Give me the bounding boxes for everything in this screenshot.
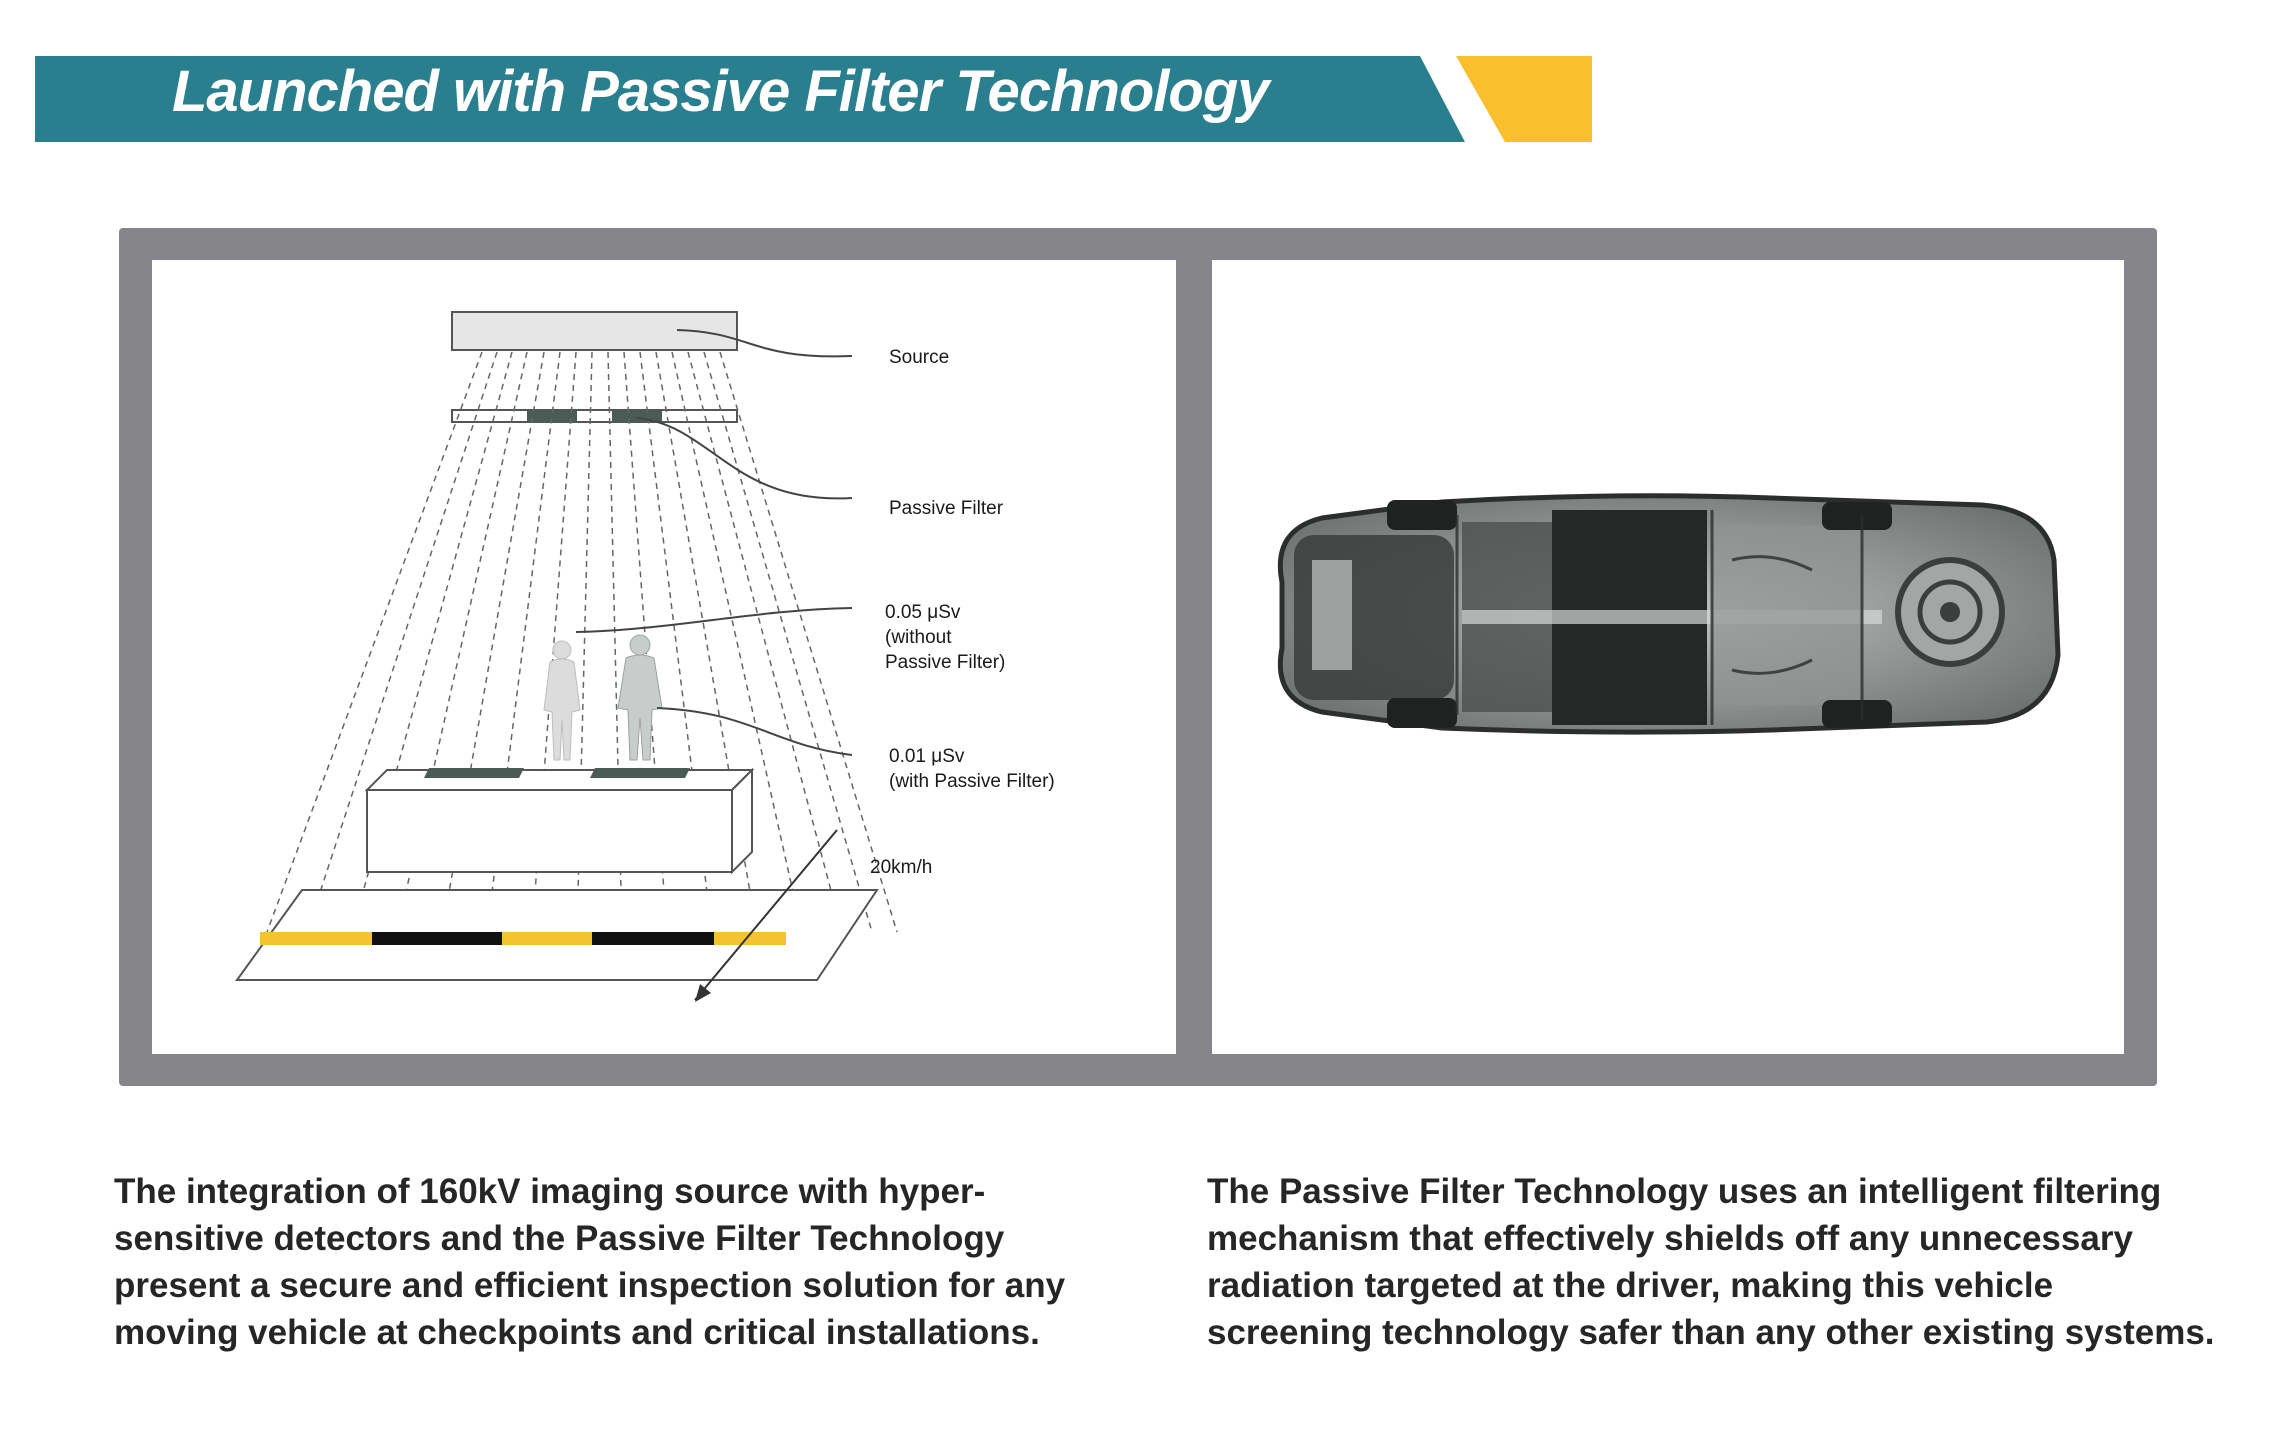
wheel-front-left	[1387, 500, 1457, 530]
rear-section	[1712, 525, 1862, 705]
passive-filter-diagram	[152, 260, 1176, 1054]
person-figure-without-filter	[544, 641, 580, 760]
black-stripe-2	[592, 932, 714, 945]
person-figure-with-filter	[618, 635, 662, 760]
label-dose-with-filter: 0.01 μSv (with Passive Filter)	[889, 746, 1055, 792]
label-speed: 20km/h	[870, 857, 933, 878]
car-xray-panel	[1212, 260, 2124, 1054]
page-title: Launched with Passive Filter Technology	[172, 59, 1269, 124]
banner-yellow-accent	[1456, 56, 1592, 142]
black-stripe-1	[372, 932, 502, 945]
yellow-stripe-1	[260, 932, 372, 945]
wheel-rear-left	[1822, 502, 1892, 530]
caption-left: The integration of 160kV imaging source with hyper-sensitive detectors and the Passive Filter Technology present a secure and efficient inspection solution for any moving vehicle at checkpoints and critical installations.	[114, 1172, 1066, 1352]
header-banner	[0, 0, 2269, 160]
detector-pad-2	[590, 768, 690, 778]
yellow-stripe-2	[502, 932, 592, 945]
wheel-rear-right	[1822, 700, 1892, 728]
detector-block	[367, 770, 752, 872]
wheel-front-right	[1387, 698, 1457, 728]
detector-pad-1	[424, 768, 524, 778]
image-frame	[119, 228, 2157, 1086]
label-dose-without-filter: 0.05 μSv (without Passive Filter)	[885, 602, 1006, 673]
leader-lines	[576, 330, 852, 755]
direction-arrow-head	[695, 984, 711, 1002]
label-passive-filter: Passive Filter	[889, 498, 1004, 519]
caption-right: The Passive Filter Technology uses an intelligent filtering mechanism that effectively shields off any unnecessary radiation targeted at the driver, making this vehicle screening technology safer than any other existing systems.	[1207, 1172, 2215, 1352]
diagram-drawing	[152, 260, 1176, 1054]
label-source: Source	[889, 347, 950, 368]
car-xray-image	[1212, 260, 2124, 1054]
